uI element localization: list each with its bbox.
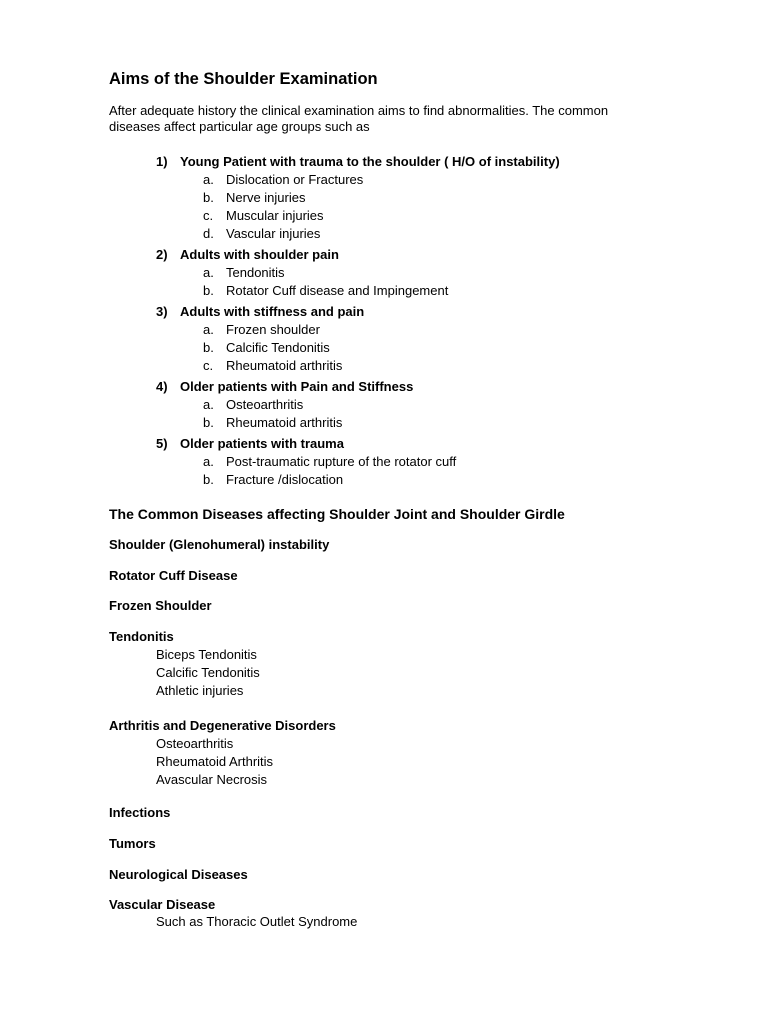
item-letter: b. bbox=[203, 283, 214, 298]
list-item: Rotator Cuff disease and Impingement bbox=[226, 283, 449, 298]
item-letter: b. bbox=[203, 472, 214, 487]
disease-heading: Tumors bbox=[109, 836, 156, 851]
group-number: 3) bbox=[156, 304, 168, 319]
group-heading: Older patients with Pain and Stiffness bbox=[180, 379, 414, 394]
list-item: Tendonitis bbox=[226, 265, 285, 280]
disease-subitem: Osteoarthritis bbox=[156, 736, 234, 751]
item-letter: b. bbox=[203, 415, 214, 430]
group-heading: Older patients with trauma bbox=[180, 436, 344, 451]
disease-heading: Infections bbox=[109, 805, 171, 820]
group-number: 1) bbox=[156, 154, 168, 169]
group-heading: Young Patient with trauma to the shoulder ( H/O of instability) bbox=[180, 154, 560, 169]
group-number: 5) bbox=[156, 436, 168, 451]
item-letter: c. bbox=[203, 208, 214, 223]
intro-line-2: diseases affect particular age groups such as bbox=[109, 119, 370, 134]
disease-heading: Frozen Shoulder bbox=[109, 598, 212, 613]
disease-heading: Vascular Disease bbox=[109, 897, 216, 912]
item-letter: a. bbox=[203, 172, 214, 187]
disease-subitem: Rheumatoid Arthritis bbox=[156, 754, 274, 769]
item-letter: b. bbox=[203, 190, 214, 205]
item-letter: d. bbox=[203, 226, 214, 241]
disease-subitem: Calcific Tendonitis bbox=[156, 665, 260, 680]
list-item: Rheumatoid arthritis bbox=[226, 358, 343, 373]
list-item: Muscular injuries bbox=[226, 208, 324, 223]
disease-subitem: Athletic injuries bbox=[156, 683, 244, 698]
item-letter: c. bbox=[203, 358, 214, 373]
list-item: Post-traumatic rupture of the rotator cuff bbox=[226, 454, 457, 469]
disease-heading: Shoulder (Glenohumeral) instability bbox=[109, 537, 330, 552]
list-item: Calcific Tendonitis bbox=[226, 340, 330, 355]
group-number: 4) bbox=[156, 379, 168, 394]
intro-line-1: After adequate history the clinical examination aims to find abnormalities. The common bbox=[109, 103, 609, 118]
list-item: Fracture /dislocation bbox=[226, 472, 344, 487]
group-number: 2) bbox=[156, 247, 168, 262]
group-heading: Adults with shoulder pain bbox=[180, 247, 339, 262]
disease-heading: Arthritis and Degenerative Disorders bbox=[109, 718, 336, 733]
item-letter: a. bbox=[203, 322, 214, 337]
disease-heading: Rotator Cuff Disease bbox=[109, 568, 238, 583]
list-item: Nerve injuries bbox=[226, 190, 306, 205]
list-item: Vascular injuries bbox=[226, 226, 321, 241]
list-item: Dislocation or Fractures bbox=[226, 172, 364, 187]
item-letter: a. bbox=[203, 397, 214, 412]
item-letter: a. bbox=[203, 265, 214, 280]
disease-subitem: Avascular Necrosis bbox=[156, 772, 268, 787]
item-letter: a. bbox=[203, 454, 214, 469]
disease-heading: Neurological Diseases bbox=[109, 867, 248, 882]
item-letter: b. bbox=[203, 340, 214, 355]
page-title: Aims of the Shoulder Examination bbox=[109, 70, 378, 88]
group-heading: Adults with stiffness and pain bbox=[180, 304, 365, 319]
list-item: Osteoarthritis bbox=[226, 397, 304, 412]
disease-subitem: Such as Thoracic Outlet Syndrome bbox=[156, 914, 358, 929]
disease-heading: Tendonitis bbox=[109, 629, 174, 644]
section-title: The Common Diseases affecting Shoulder Joint and Shoulder Girdle bbox=[109, 506, 565, 522]
disease-subitem: Biceps Tendonitis bbox=[156, 647, 257, 662]
list-item: Rheumatoid arthritis bbox=[226, 415, 343, 430]
list-item: Frozen shoulder bbox=[226, 322, 320, 337]
